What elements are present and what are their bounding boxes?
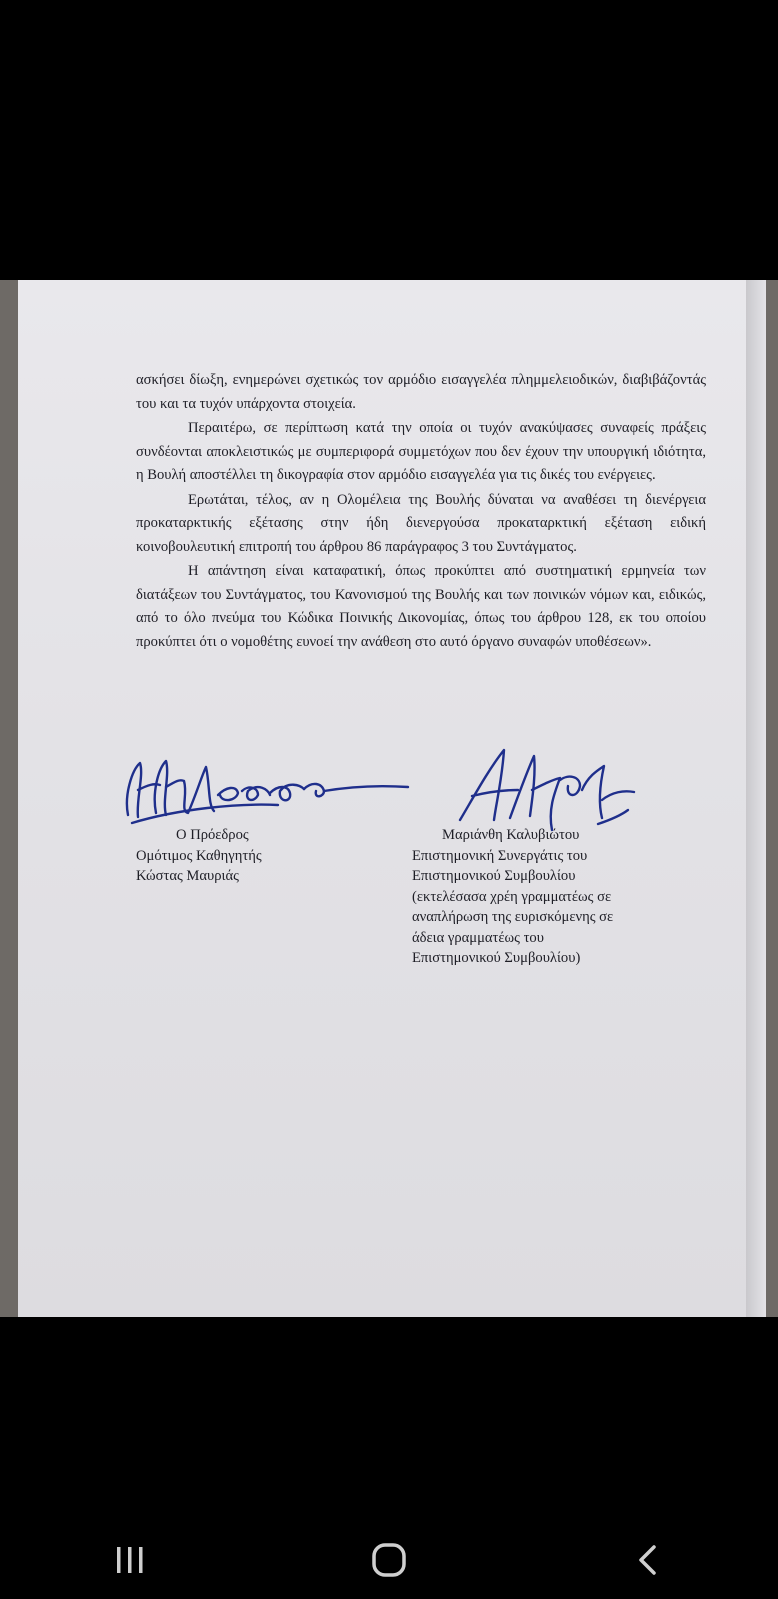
paragraph-4: Η απάντηση είναι καταφατική, όπως προκύπτει από συστηματική ερμηνεία των διατάξεων του Συντάγματος, του Κανονισμού της Βουλής και των ποινικών νόμων και, ειδικώς, από το όλο πνεύμα του Κώδικα Ποινικής Δικονομίας, όπως του άρθρου 128, εκ του οποίου προκύπτει ότι ο νομοθέτης ευνοεί την ανάθεση στο αυτό όργανο συναφών υποθέσεων». xyxy=(136,563,706,650)
paragraph-3: Ερωτάται, τέλος, αν η Ολομέλεια της Βουλής δύναται να αναθέσει τη διενέργεια προκαταρκτικής εξέτασης στην ήδη διενεργούσα προκαταρκτική εξέταση ειδική κοινοβουλευτική επιτροπή του άρθρου 86 παράγραφος 3 του Συντάγματος. xyxy=(136,491,706,555)
home-button[interactable] xyxy=(329,1530,449,1590)
secretary-signature-block xyxy=(412,825,613,969)
signatory-role-line: αναπλήρωση της ευρισκόμενης σε xyxy=(412,909,614,925)
signatory-role-line: Επιστημονικού Συμβουλίου) xyxy=(412,950,581,966)
signatory-role-line: Επιστημονική Συνεργάτις του xyxy=(412,847,588,864)
paragraph-2: Περαιτέρω, σε περίπτωση κατά την οποία οι τυχόν ανακύψασες συναφείς πράξεις συνδέονται αποκλειστικώς με συμπεριφορά συμμετόχων που δεν έχουν την υπουργική ιδιότητα, η Βουλή αποστέλλει τη δικογραφία στον αρμόδιο εισαγγελέα για τις δικές του ενέργειες. xyxy=(136,420,706,483)
left-signature xyxy=(118,745,418,835)
document-photo xyxy=(0,280,778,1317)
signatory-role: Ομότιμος Καθηγητής xyxy=(136,847,262,864)
document-body xyxy=(136,369,706,655)
signatory-name: Κώστας Μαυριάς xyxy=(136,868,239,884)
back-button[interactable] xyxy=(588,1530,708,1590)
android-navigation-bar xyxy=(0,1520,778,1599)
signatory-title: Ο Πρόεδρος xyxy=(176,827,249,843)
recent-apps-icon xyxy=(113,1543,147,1577)
paragraph-1: ασκήσει δίωξη, ενημερώνει σχετικώς τον αρμόδιο εισαγγελέα πλημμελειοδικών, διαβιβάζοντάς του και τα τυχόν υπάρχοντα στοιχεία. xyxy=(136,372,706,412)
document-page xyxy=(18,280,766,1317)
signatory-name: Μαριάνθη Καλυβιώτου xyxy=(442,827,580,843)
home-icon xyxy=(369,1540,409,1580)
page-edge xyxy=(746,280,766,1317)
president-signature-block xyxy=(136,825,262,887)
signatory-role-line: άδεια γραμματέως του xyxy=(412,929,544,946)
signatory-role-line: Επιστημονικού Συμβουλίου xyxy=(412,868,576,884)
signatory-role-line: (εκτελέσασα χρέη γραμματέως σε xyxy=(412,888,612,905)
recent-apps-button[interactable] xyxy=(70,1530,190,1590)
back-icon xyxy=(631,1543,665,1577)
